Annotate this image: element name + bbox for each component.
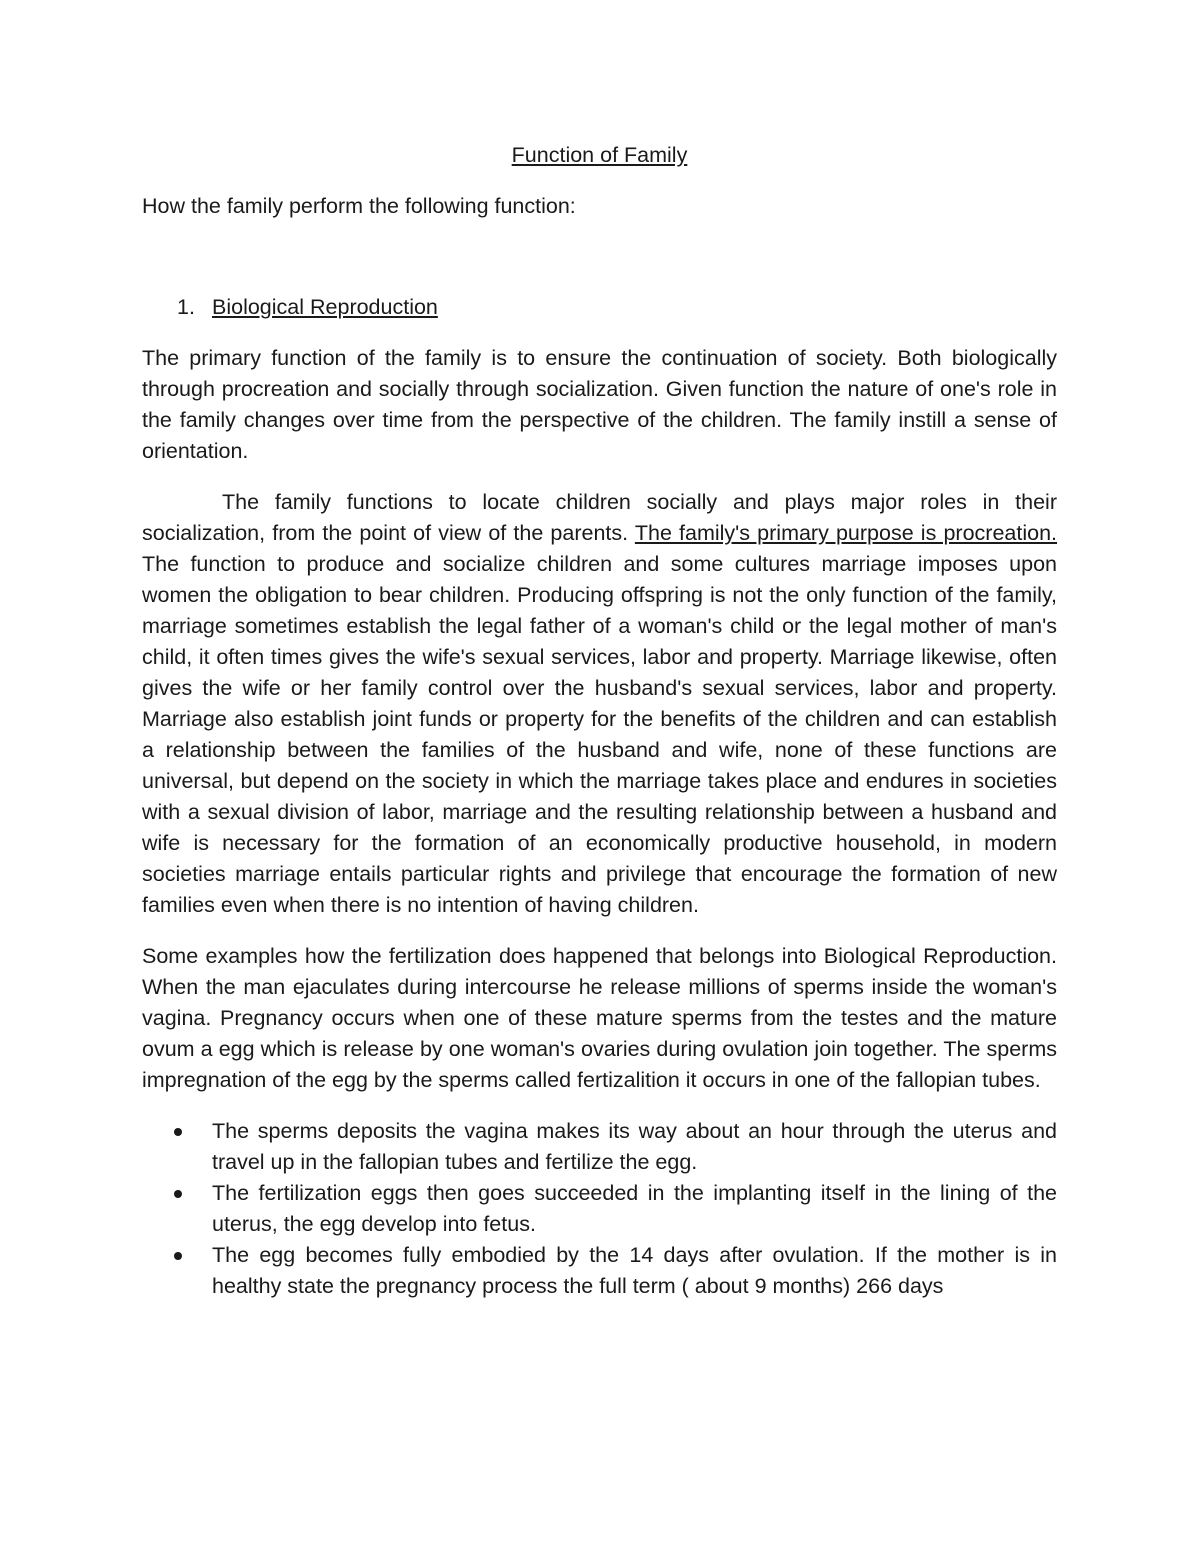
intro-line: How the family perform the following function:	[142, 194, 576, 218]
bullet-icon	[174, 1128, 182, 1136]
paragraph-family-functions	[142, 487, 1057, 921]
list-item	[142, 1116, 1057, 1178]
list-item	[142, 1240, 1057, 1302]
list-item-text: The sperms deposits the vagina makes its way about an hour through the uterus and travel up in the fallopian tubes and fertilize the egg.	[212, 1119, 1057, 1174]
section-number: 1.	[177, 295, 195, 319]
section-heading	[142, 292, 1057, 323]
paragraph-text: The function to produce and socialize children and some cultures marriage imposes upon women the obligation to bear children. Producing offspring is not the only function of the family, marriage sometimes establish the legal father of a woman's child or the legal mother of man's child, it often times gives the wife's sexual services, labor and property. Marriage likewise, often gives the wife or her family control over the husband's sexual services, labor and property. Marriage also establish joint funds or property for the benefits of the children and can establish a relationship between the families of the husband and wife, none of these functions are universal, but depend on the society in which the marriage takes place and endures in societies with a sexual division of labor, marriage and the resulting relationship between a husband and wife is necessary for the formation of an economically productive household, in modern societies marriage entails particular rights and privilege that encourage the formation of new families even when there is no intention of having children.	[142, 552, 1057, 917]
underlined-statement: The family's primary purpose is procreation.	[634, 521, 1057, 545]
bullet-icon	[174, 1190, 182, 1198]
section-heading-text: Biological Reproduction	[212, 295, 438, 319]
list-item-text: The fertilization eggs then goes succeeded in the implanting itself in the lining of the uterus, the egg develop into fetus.	[212, 1181, 1057, 1236]
paragraph-fertilization-examples: Some examples how the fertilization does happened that belongs into Biological Reproduction. When the man ejaculates during intercourse he release millions of sperms inside the woman's vagina. Pregnancy occurs when one of these mature sperms from the testes and the mature ovum a egg which is release by one woman's ovaries during ovulation join together. The sperms impregnation of the egg by the sperms called fertizalition it occurs in one of the fallopian tubes.	[142, 944, 1057, 1092]
list-item	[142, 1178, 1057, 1240]
bullet-list	[142, 1116, 1057, 1302]
paragraph-primary-function: The primary function of the family is to ensure the continuation of society. Both biologically through procreation and socially through socialization. Given function the nature of one's role in the family changes over time from the perspective of the children. The family instill a sense of orientation.	[142, 346, 1057, 463]
document-content	[142, 140, 1057, 1302]
bullet-icon	[174, 1252, 182, 1260]
document-title: Function of Family	[511, 143, 688, 167]
list-item-text: The egg becomes fully embodied by the 14 days after ovulation. If the mother is in healthy state the pregnancy process the full term ( about 9 months) 266 days	[212, 1243, 1057, 1298]
paragraph-text: The family functions to locate children socially and plays major roles in their socialization, from the point of view of the parents.	[142, 490, 1057, 545]
